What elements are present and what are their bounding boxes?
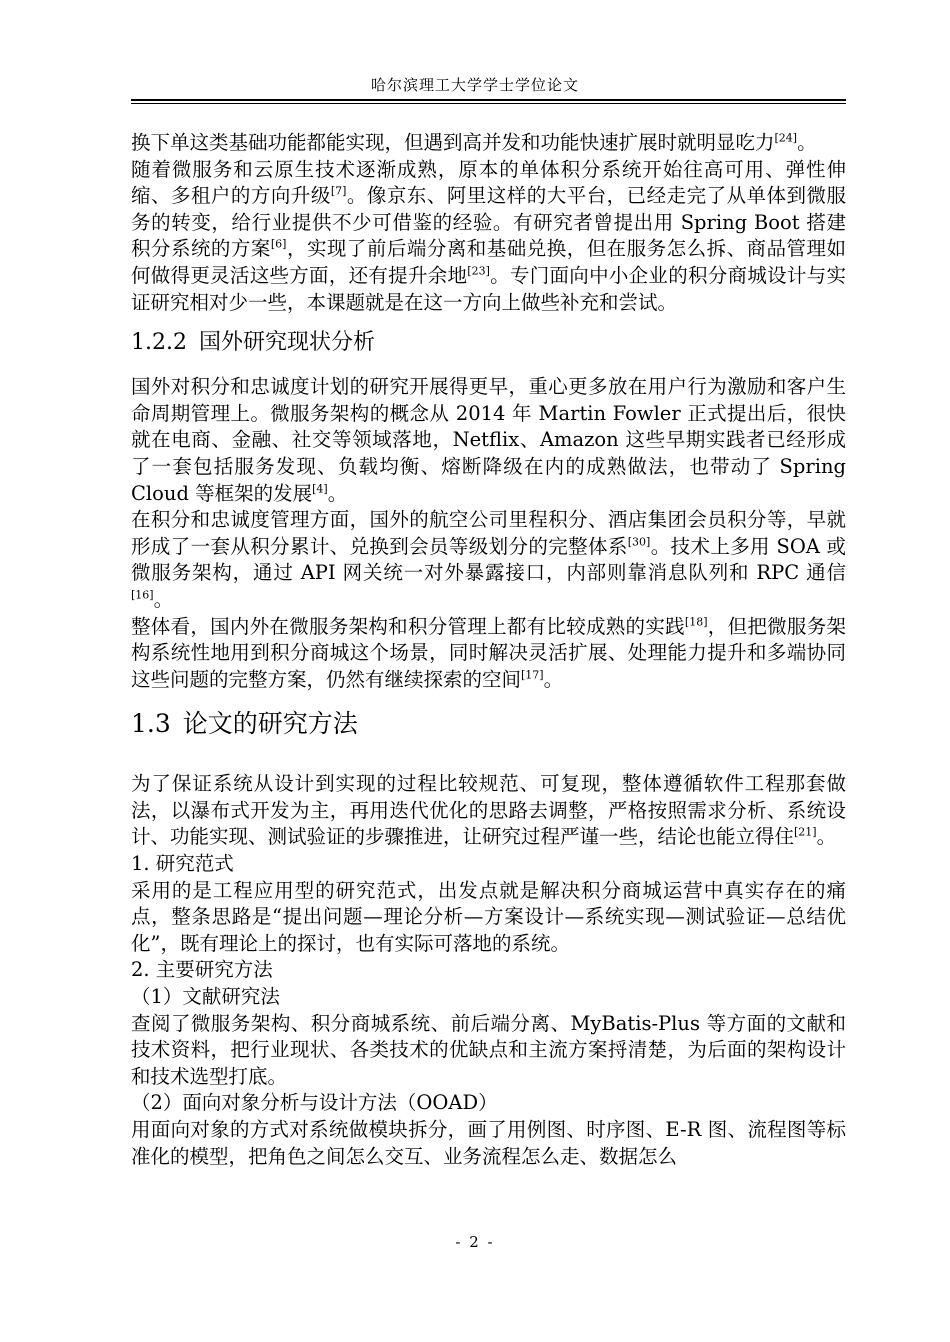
header-rule xyxy=(131,99,846,104)
list-subitem-heading: （2）面向对象分析与设计方法（OOAD） xyxy=(131,1091,498,1115)
heading-number: 1.2.2 xyxy=(131,330,187,356)
citation: [18] xyxy=(684,614,708,628)
page-body xyxy=(131,130,846,1170)
paragraph: 随着微服务和云原生技术逐渐成熟，原本的单体积分系统开始往高可用、弹性伸缩、多租户的方向升级[7]。像京东、阿里这样的大平台，已经走完了从单体到微服务的转变，给行业提供不少可借鉴的经验。有研究者曾提出用 Spring Boot 搭建积分系统的方案[6]，实现了前后端分离和基础兑换，但在服务怎么拆、商品管理如何做得更灵活这些方面，还有提升余地[23]。专门面向中小企业的积分商城设计与实证研究相对少一些，本课题就是在这一方向上做些补充和尝试。 xyxy=(131,157,846,314)
citation: [30] xyxy=(627,535,651,549)
paragraph: 为了保证系统从设计到实现的过程比较规范、可复现，整体遵循软件工程那套做法，以瀑布式开发为主，再用迭代优化的思路去调整，严格按照需求分析、系统设计、功能实现、测试验证的步骤推进，让研究过程严谨一些，结论也能立得住[21]。 xyxy=(131,772,846,849)
list-subitem-heading: （1）文献研究法 xyxy=(131,985,280,1009)
citation: [16] xyxy=(131,588,154,602)
citation: [4] xyxy=(312,481,328,495)
citation: [6] xyxy=(270,237,287,251)
citation: [17] xyxy=(521,668,544,681)
citation: [24] xyxy=(774,131,798,145)
heading-title: 论文的研究方法 xyxy=(182,709,358,739)
heading-title: 国外研究现状分析 xyxy=(198,330,375,356)
citation: [7] xyxy=(330,184,347,198)
section-heading xyxy=(131,707,846,741)
paragraph: 在积分和忠诚度管理方面，国外的航空公司里程积分、酒店集团会员积分等，早就形成了一套从积分累计、兑换到会员等级划分的完整体系[30]。技术上多用 SOA 或微服务架构，通过 API 网关统一对外暴露接口，内部则靠消息队列和 RPC 通信[16]。 xyxy=(131,508,846,611)
paragraph: 换下单这类基础功能都能实现，但遇到高并发和功能快速扩展时就明显吃力[24]。 xyxy=(131,131,817,154)
paragraph: 整体看，国内外在微服务架构和积分管理上都有比较成熟的实践[18]，但把微服务架构系统性地用到积分商城这个场景，同时解决灵活扩展、处理能力提升和多端协同这些问题的完整方案，仍然有继续探索的空间[17]。 xyxy=(131,614,846,691)
heading-number: 1.3 xyxy=(131,709,171,739)
paragraph: 用面向对象的方式对系统做模块拆分，画了用例图、时序图、E-R 图、流程图等标准化的模型，把角色之间怎么交互、业务流程怎么走、数据怎么 xyxy=(131,1118,846,1168)
paragraph: 采用的是工程应用型的研究范式，出发点就是解决积分商城运营中真实存在的痛点，整条思路是“提出问题—理论分析—方案设计—系统实现—测试验证—总结优化”，既有理论上的探讨，也有实际可落地的系统。 xyxy=(131,878,846,955)
paragraph: 国外对积分和忠诚度计划的研究开展得更早，重心更多放在用户行为激励和客户生命周期管理上。微服务架构的概念从 2014 年 Martin Fowler 正式提出后，很快就在电商、金融、社交等领域落地，Netflix、Amazon 这些早期实践者已经形成了一套包括服务发现、负载均衡、熔断降级在内的成熟做法，也带动了 Spring Cloud 等框架的发展[4]。 xyxy=(131,375,846,505)
subsection-heading xyxy=(131,328,846,358)
list-item-heading: 2. 主要研究方法 xyxy=(131,958,273,982)
running-header: 哈尔滨理工大学学士学位论文 xyxy=(370,76,579,94)
paragraph: 查阅了微服务架构、积分商城系统、前后端分离、MyBatis-Plus 等方面的文献和技术资料，把行业现状、各类技术的优缺点和主流方案捋清楚，为后面的架构设计和技术选型打底。 xyxy=(131,1011,846,1088)
page-number: - 2 - xyxy=(455,1233,495,1251)
list-item-heading: 1. 研究范式 xyxy=(131,852,234,876)
citation: [23] xyxy=(467,264,490,278)
citation: [21] xyxy=(794,825,817,839)
